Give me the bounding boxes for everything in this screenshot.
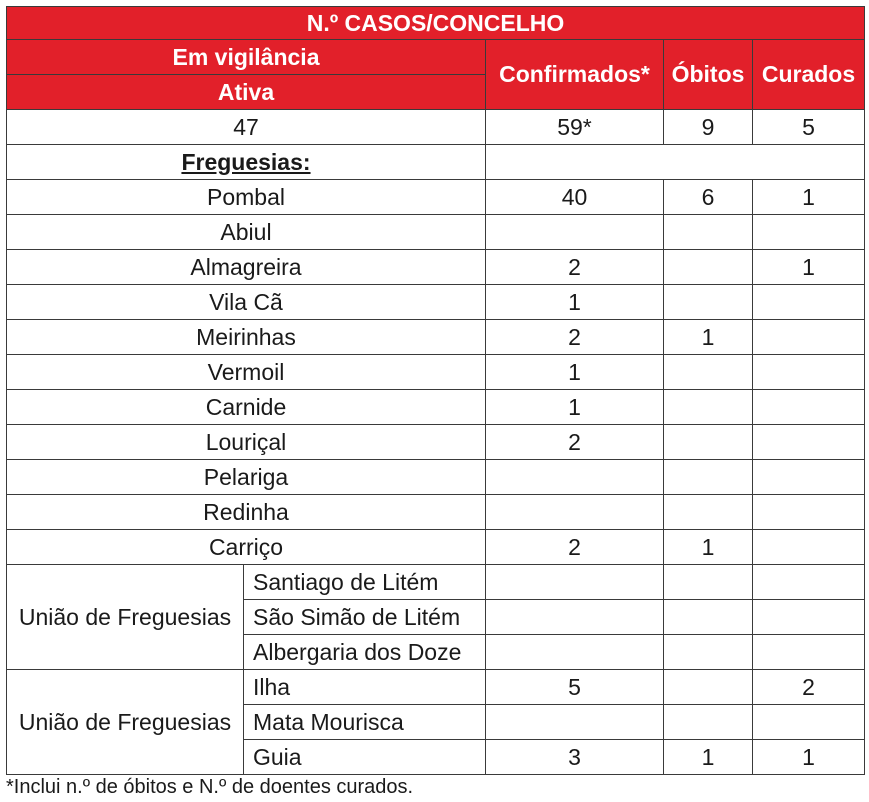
freguesia-name: Meirinhas	[7, 320, 486, 355]
cell-confirmados: 5	[486, 670, 664, 705]
cell-obitos: 1	[664, 320, 753, 355]
freguesia-name: Louriçal	[7, 425, 486, 460]
cell-obitos	[664, 495, 753, 530]
cell-curados	[753, 530, 865, 565]
table-row	[7, 285, 865, 320]
table-row	[7, 530, 865, 565]
cell-curados	[753, 635, 865, 670]
table-row	[7, 670, 865, 705]
uniao-member-name: São Simão de Litém	[244, 600, 486, 635]
table-title: N.º CASOS/CONCELHO	[7, 7, 865, 40]
uniao-member-name: Albergaria dos Doze	[244, 635, 486, 670]
cell-obitos	[664, 565, 753, 600]
cell-curados: 2	[753, 670, 865, 705]
cell-obitos	[664, 670, 753, 705]
footnote: *Inclui n.º de óbitos e N.º de doentes curados.	[6, 776, 414, 798]
uniao-member-name: Ilha	[244, 670, 486, 705]
cell-confirmados: 1	[486, 390, 664, 425]
cell-confirmados	[486, 600, 664, 635]
table-row	[7, 355, 865, 390]
freguesias-body	[7, 180, 865, 565]
cell-confirmados	[486, 215, 664, 250]
table-row	[7, 495, 865, 530]
cell-curados	[753, 425, 865, 460]
cell-confirmados	[486, 705, 664, 740]
cell-confirmados	[486, 635, 664, 670]
cell-curados: 1	[753, 740, 865, 775]
cell-obitos	[664, 460, 753, 495]
unioes-body	[7, 565, 865, 775]
cell-confirmados: 2	[486, 250, 664, 285]
cell-obitos: 6	[664, 180, 753, 215]
freguesia-name: Redinha	[7, 495, 486, 530]
uniao-label: União de Freguesias	[7, 670, 244, 775]
uniao-member-name: Mata Mourisca	[244, 705, 486, 740]
cell-obitos	[664, 635, 753, 670]
cell-obitos: 1	[664, 530, 753, 565]
cell-curados	[753, 215, 865, 250]
cell-confirmados: 40	[486, 180, 664, 215]
cell-obitos	[664, 250, 753, 285]
cell-curados: 1	[753, 250, 865, 285]
cell-curados	[753, 565, 865, 600]
header-vigilancia-line1: Em vigilância	[7, 40, 486, 75]
cell-confirmados: 1	[486, 285, 664, 320]
header-confirmados: Confirmados*	[486, 40, 664, 110]
cell-confirmados	[486, 565, 664, 600]
table-row	[7, 180, 865, 215]
cell-curados	[753, 355, 865, 390]
freguesias-label	[7, 145, 486, 180]
freguesia-name: Pelariga	[7, 460, 486, 495]
cell-curados	[753, 285, 865, 320]
cell-obitos	[664, 390, 753, 425]
header-curados: Curados	[753, 40, 865, 110]
cell-confirmados	[486, 460, 664, 495]
cell-confirmados	[486, 495, 664, 530]
total-obitos: 9	[664, 110, 753, 145]
table-row	[7, 250, 865, 285]
table-row	[7, 460, 865, 495]
totals-row	[7, 110, 865, 145]
cases-table	[6, 6, 865, 775]
cell-confirmados: 3	[486, 740, 664, 775]
freguesia-name: Carnide	[7, 390, 486, 425]
freguesia-name: Vila Cã	[7, 285, 486, 320]
uniao-member-name: Santiago de Litém	[244, 565, 486, 600]
cell-curados: 1	[753, 180, 865, 215]
freguesia-name: Abiul	[7, 215, 486, 250]
freguesia-name: Pombal	[7, 180, 486, 215]
freguesia-name: Carriço	[7, 530, 486, 565]
freguesias-header-row	[7, 145, 865, 180]
cell-curados	[753, 320, 865, 355]
table-row	[7, 390, 865, 425]
freguesias-label-text: Freguesias:	[181, 148, 311, 175]
cell-obitos	[664, 600, 753, 635]
cell-confirmados: 1	[486, 355, 664, 390]
uniao-label: União de Freguesias	[7, 565, 244, 670]
cell-obitos	[664, 705, 753, 740]
title-row	[7, 7, 865, 40]
header-vigilancia-line2: Ativa	[7, 75, 486, 110]
header-obitos: Óbitos	[664, 40, 753, 110]
cell-obitos	[664, 285, 753, 320]
freguesia-name: Almagreira	[7, 250, 486, 285]
cell-confirmados: 2	[486, 425, 664, 460]
freguesia-name: Vermoil	[7, 355, 486, 390]
cell-confirmados: 2	[486, 530, 664, 565]
freguesias-header-empty	[486, 145, 865, 180]
cell-obitos	[664, 425, 753, 460]
cell-curados	[753, 495, 865, 530]
table-row	[7, 320, 865, 355]
uniao-member-name: Guia	[244, 740, 486, 775]
cell-curados	[753, 460, 865, 495]
header-row-1	[7, 40, 865, 75]
cell-obitos: 1	[664, 740, 753, 775]
cell-obitos	[664, 355, 753, 390]
cell-curados	[753, 390, 865, 425]
total-curados: 5	[753, 110, 865, 145]
cell-obitos	[664, 215, 753, 250]
total-vigilancia: 47	[7, 110, 486, 145]
table-row	[7, 565, 865, 600]
table-row	[7, 425, 865, 460]
table-row	[7, 215, 865, 250]
cell-curados	[753, 705, 865, 740]
cell-confirmados: 2	[486, 320, 664, 355]
total-confirmados: 59*	[486, 110, 664, 145]
cell-curados	[753, 600, 865, 635]
